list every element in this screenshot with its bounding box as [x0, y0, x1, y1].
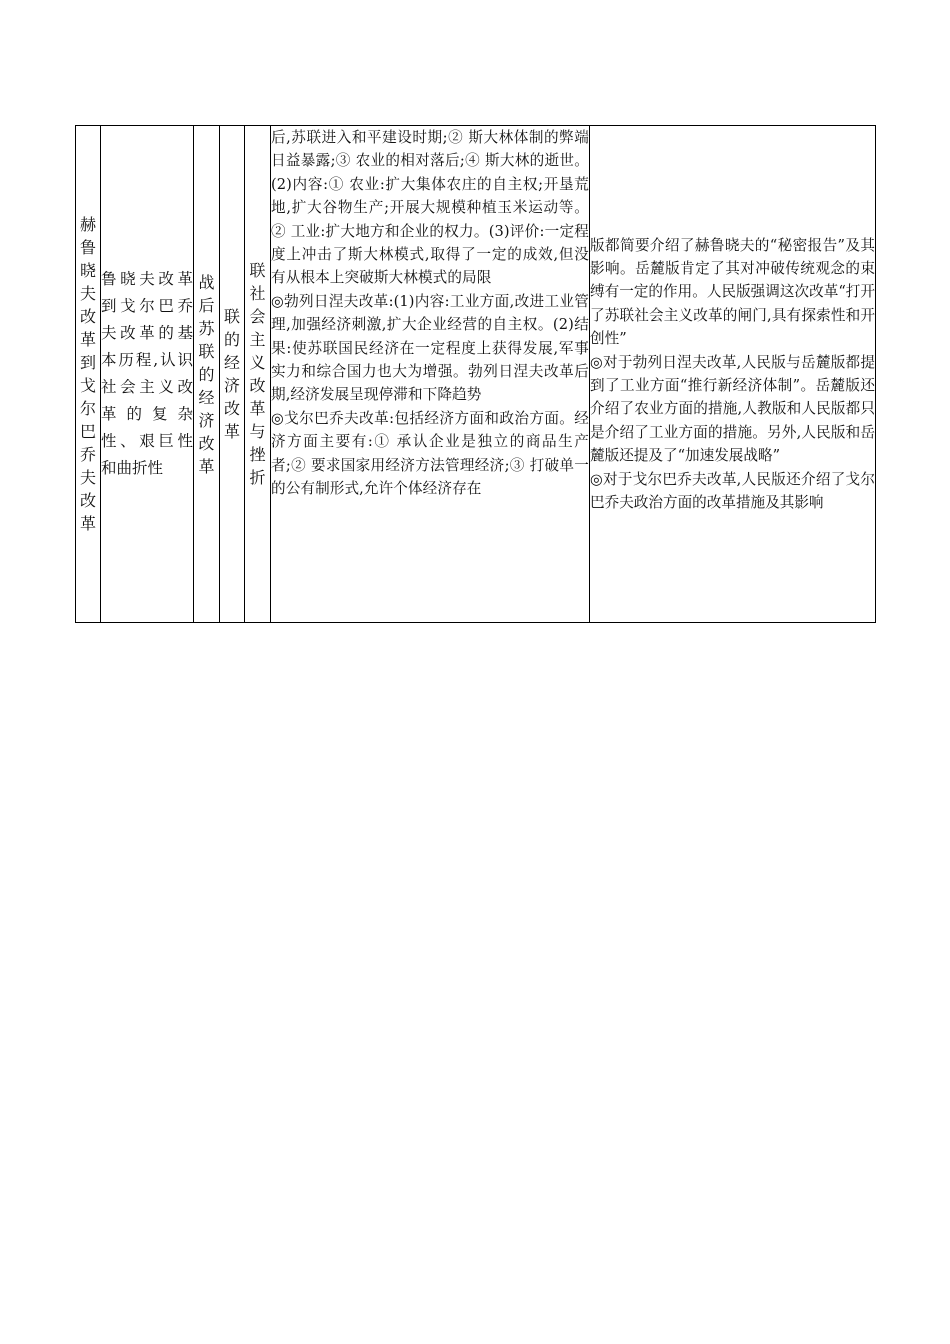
- comparison-table: [75, 125, 876, 623]
- comparison-paragraph: 版都简要介绍了赫鲁晓夫的“秘密报告”及其影响。岳麓版肯定了其对冲破传统观念的束缚有一定的作用。人民版强调这次改革“打开了苏联社会主义改革的闸门,具有探索性和开创性”: [590, 236, 875, 348]
- content-paragraph: ◎勃列日涅夫改革:(1)内容:工业方面,改进工业管理,加强经济刺激,扩大企业经营的自主权。(2)结果:使苏联国民经济在一定程度上获得发展,军事实力和综合国力也大为增强。勃列日涅夫改革后期,经济发展呈现停滞和下降趋势: [271, 292, 589, 404]
- content-paragraph: 后,苏联进入和平建设时期;② 斯大林体制的弊端日益暴露;③ 农业的相对落后;④ 斯大林的逝世。(2)内容:① 农业:扩大集体农庄的自主权;开垦荒地,扩大谷物生产;开展大规模种植玉米运动等。② 工业:扩大地方和企业的权力。(3)评价:一定程度上冲击了斯大林模式,取得了一定的成效,但没有从根本上突破斯大林模式的局限: [271, 129, 589, 287]
- textbook-unit-text-c: 联社会主义改革与挫折: [249, 261, 266, 487]
- reform-topic-cell: [76, 126, 101, 623]
- textbook-unit-cell-b: [220, 126, 245, 623]
- content-summary-cell: [271, 126, 590, 623]
- comparison-paragraph: ◎对于勃列日涅夫改革,人民版与岳麓版都提到了工业方面“推行新经济体制”。岳麓版还介绍了农业方面的措施,人教版和人民版都只是介绍了工业方面的措施。另外,人民版和岳麓版还提及了“加速发展战略”: [590, 353, 875, 465]
- textbook-unit-text-b: 联的经济改革: [223, 307, 240, 441]
- table-row: [76, 126, 876, 623]
- reform-topic-text: 赫鲁晓夫改革到戈尔巴乔夫改革: [79, 215, 96, 533]
- comparison-paragraph: ◎对于戈尔巴乔夫改革,人民版还介绍了戈尔巴乔夫政治方面的改革措施及其影响: [590, 470, 875, 512]
- textbook-unit-cell-c: [245, 126, 271, 623]
- version-comparison-cell: [590, 126, 876, 623]
- content-paragraph: ◎戈尔巴乔夫改革:包括经济方面和政治方面。经济方面主要有:① 承认企业是独立的商品生产者;② 要求国家用经济方法管理经济;③ 打破单一的公有制形式,允许个体经济存在: [271, 409, 589, 498]
- textbook-unit-cell-a: [194, 126, 220, 623]
- curriculum-requirement-cell: [101, 126, 194, 623]
- textbook-unit-text-a: 战后苏联的经济改革: [198, 272, 215, 476]
- curriculum-requirement-text: 鲁晓夫改革到戈尔巴乔夫改革的基本历程,认识社会主义改革的复杂性、艰巨性和曲折性: [101, 270, 193, 477]
